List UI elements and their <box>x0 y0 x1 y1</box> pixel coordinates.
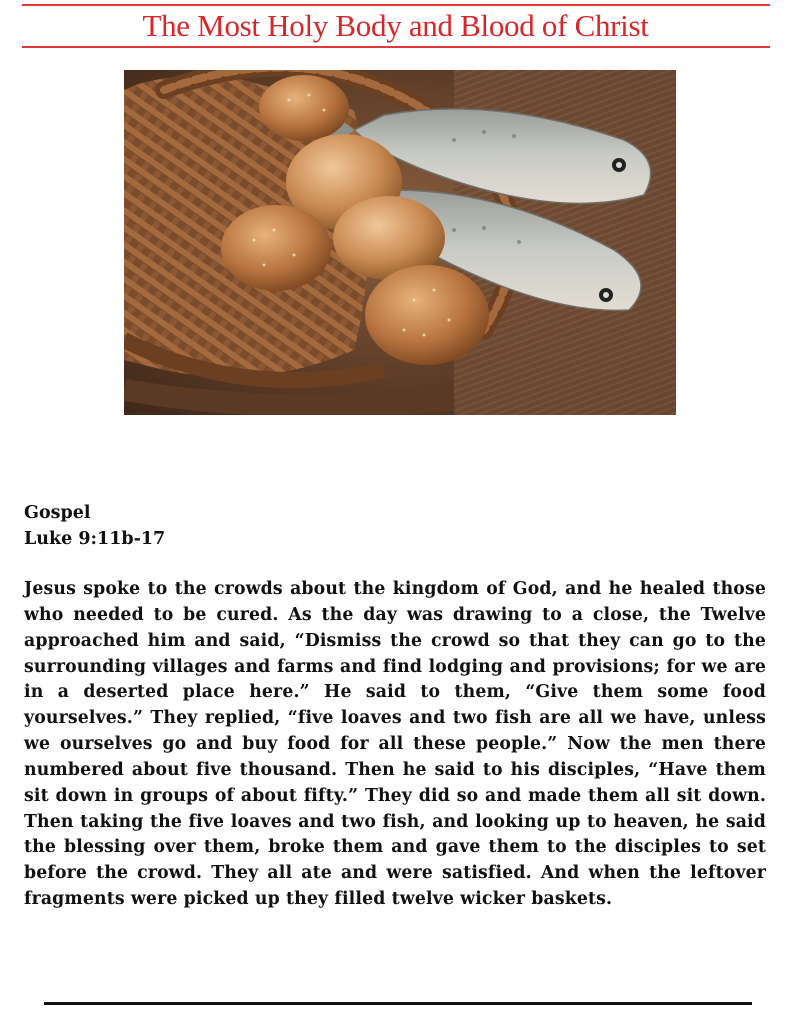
header-rule-bottom <box>22 46 770 48</box>
footer-rule <box>44 1002 752 1005</box>
bread-and-fish-photo <box>124 70 676 415</box>
page-title: The Most Holy Body and Blood of Christ <box>142 8 649 43</box>
reading-label: Gospel <box>24 503 91 523</box>
gospel-text: Jesus spoke to the crowds about the kingdom of God, and he healed those who needed to be cured. As the day was drawing to a close, the Twelve approached him and said, “Dismiss the crowd so that they can go to the surrounding villages and farms and find lodging and provisions; for we are in a deserted place here.” He said to them, “Give them some food yourselves.” They replied, “five loaves and two fish are all we have, unless we ourselves go and buy food for all these people.” Now the men there numbered about five thousand. Then he said to his disciples, “Have them sit down in groups of about fifty.” They did so and made them all sit down. Then taking the five loaves and two fish, and looking up to heaven, he said the blessing over them, broke them and gave them to the disciples to set before the crowd. They all ate and were satisfied. And when the leftover fragments were picked up they filled twelve wicker baskets. <box>24 579 766 910</box>
reading-citation: Luke 9:11b-17 <box>24 529 166 549</box>
bread-and-fish-illustration <box>124 70 676 415</box>
